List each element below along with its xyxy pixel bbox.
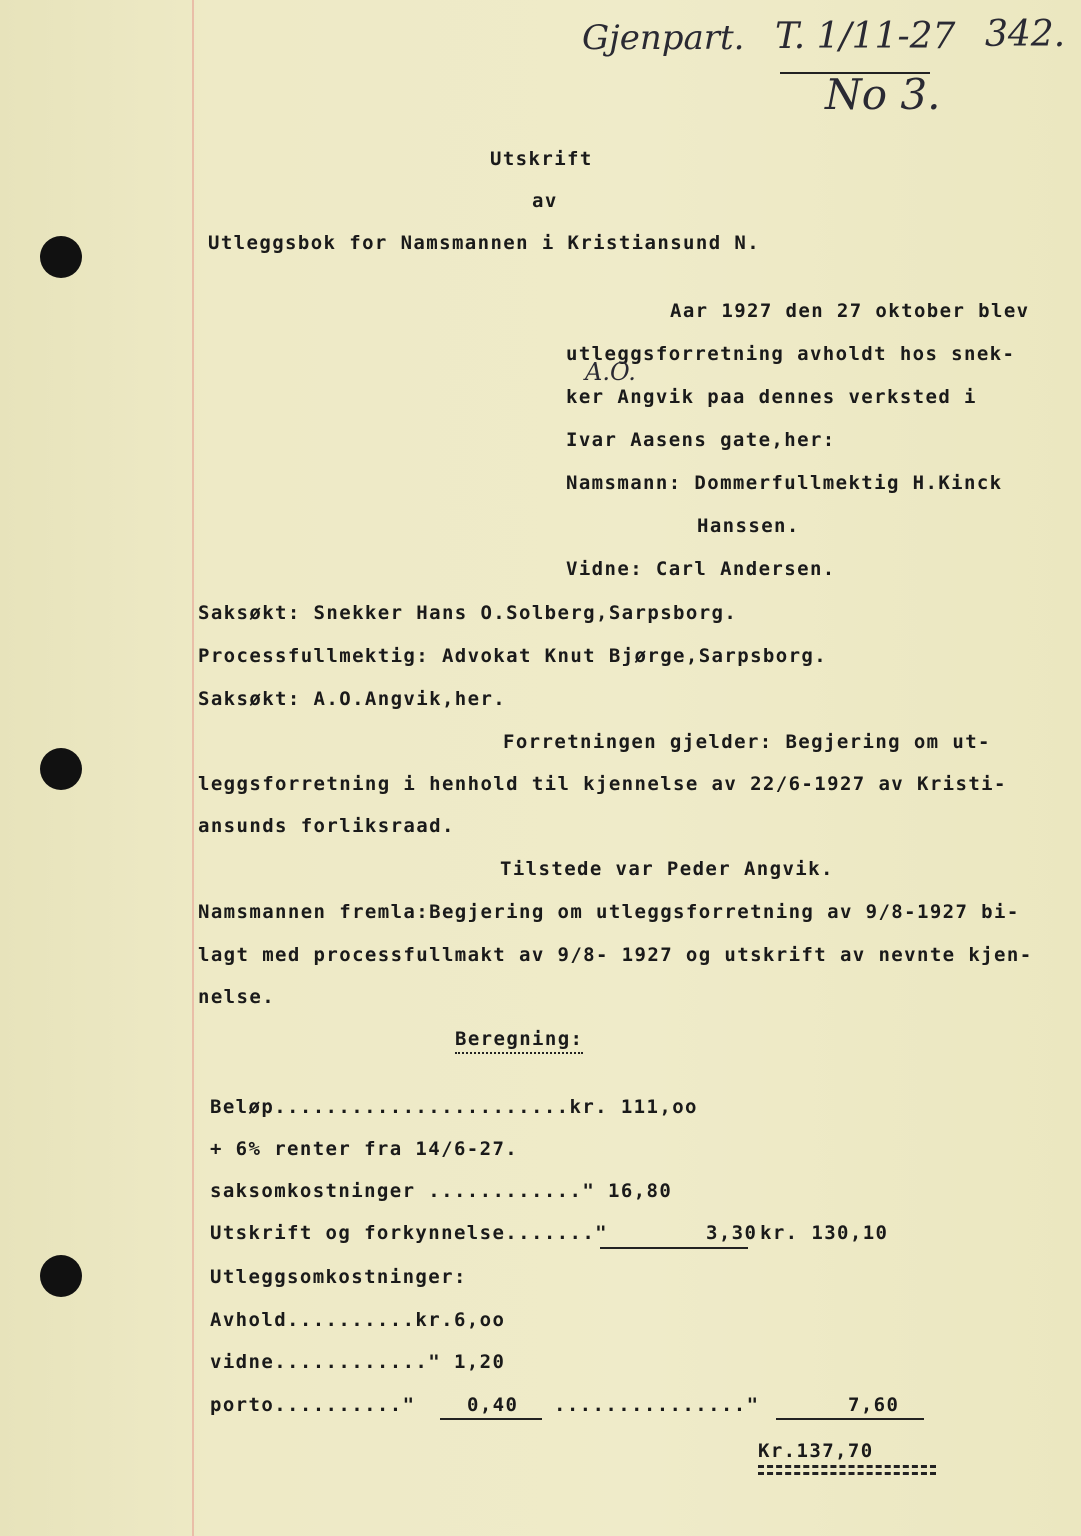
- intro-line-3: [566, 386, 977, 408]
- calc-utskrift-label: Utskrift og forkynnelse.......": [210, 1222, 609, 1244]
- body-line-3: ansunds forliksraad.: [198, 815, 455, 837]
- calculation-heading: [455, 1028, 583, 1050]
- intro-line-6: Hanssen.: [697, 515, 800, 537]
- intro-line-1: Aar 1927 den 27 oktober blev: [670, 300, 1030, 322]
- header-document-number: No 3.: [825, 70, 941, 119]
- parties-line-3: Saksøkt: A.O.Angvik,her.: [198, 688, 507, 710]
- parties-line-1: Saksøkt: Snekker Hans O.Solberg,Sarpsborg.: [198, 602, 738, 624]
- parties-line-2: Processfullmektig: Advokat Knut Bjørge,Sarpsborg.: [198, 645, 828, 667]
- calc-utskrift-value: 3,30: [706, 1222, 758, 1244]
- calc-subtotal: kr. 130,10: [760, 1222, 889, 1244]
- handwritten-insertion: A.O.: [585, 358, 636, 386]
- calc-total: Kr.137,70: [758, 1440, 874, 1462]
- body-line-7: nelse.: [198, 986, 276, 1008]
- calc-belop: Beløp.......................kr. 111,oo: [210, 1096, 698, 1118]
- calc-total-double-rule-1: [758, 1465, 936, 1468]
- intro-line-5: Namsmann: Dommerfullmektig H.Kinck: [566, 472, 1003, 494]
- calculation-heading-text: Beregning:: [455, 1028, 583, 1054]
- calc-total-double-rule-2: [758, 1472, 936, 1475]
- header-gjenpart: Gjenpart.: [582, 18, 745, 58]
- body-line-5: Namsmannen fremla:Begjering om utleggsforretning av 9/8-1927 bi-: [198, 901, 1020, 923]
- calc-renter: + 6% renter fra 14/6-27.: [210, 1138, 519, 1160]
- intro-line-4: Ivar Aasens gate,her:: [566, 429, 836, 451]
- margin-line: [192, 0, 194, 1536]
- title-utleggsbok: Utleggsbok for Namsmannen i Kristiansund N.: [208, 232, 761, 254]
- calc-avhold: Avhold..........kr.6,oo: [210, 1309, 506, 1331]
- body-line-1: Forretningen gjelder: Begjering om ut-: [503, 731, 991, 753]
- calc-porto-sum-underline: [776, 1418, 924, 1420]
- calc-porto-sum: 7,60: [848, 1394, 900, 1416]
- calc-porto-value: 0,40: [467, 1394, 519, 1416]
- intro-line-7: Vidne: Carl Andersen.: [566, 558, 836, 580]
- punch-hole-bottom: [40, 1255, 82, 1297]
- title-utskrift: Utskrift: [490, 148, 593, 170]
- title-av: av: [532, 190, 558, 212]
- header-date: T. 1/11-27: [775, 16, 956, 57]
- punch-hole-middle: [40, 748, 82, 790]
- intro-line-3-prefix: ker: [566, 386, 605, 408]
- calc-vidne: vidne............" 1,20: [210, 1351, 506, 1373]
- calc-utskrift-underline: [600, 1247, 748, 1249]
- body-line-2: leggsforretning i henhold til kjennelse av 22/6-1927 av Kristi-: [198, 773, 1007, 795]
- calc-porto-label: porto..........": [210, 1394, 416, 1416]
- header-page-number: 342.: [985, 14, 1066, 55]
- calc-saksomkostninger: saksomkostninger ............" 16,80: [210, 1180, 673, 1202]
- calc-porto-underline: [440, 1418, 542, 1420]
- intro-line-2: utleggsforretning avholdt hos snek-: [566, 343, 1016, 365]
- calc-porto-dots: ...............": [554, 1394, 760, 1416]
- body-line-4: Tilstede var Peder Angvik.: [500, 858, 834, 880]
- calc-utleggsomkostninger: Utleggsomkostninger:: [210, 1266, 467, 1288]
- intro-line-3-rest: Angvik paa dennes verksted i: [604, 386, 977, 408]
- body-line-6: lagt med processfullmakt av 9/8- 1927 og utskrift av nevnte kjen-: [198, 944, 1033, 966]
- punch-hole-top: [40, 236, 82, 278]
